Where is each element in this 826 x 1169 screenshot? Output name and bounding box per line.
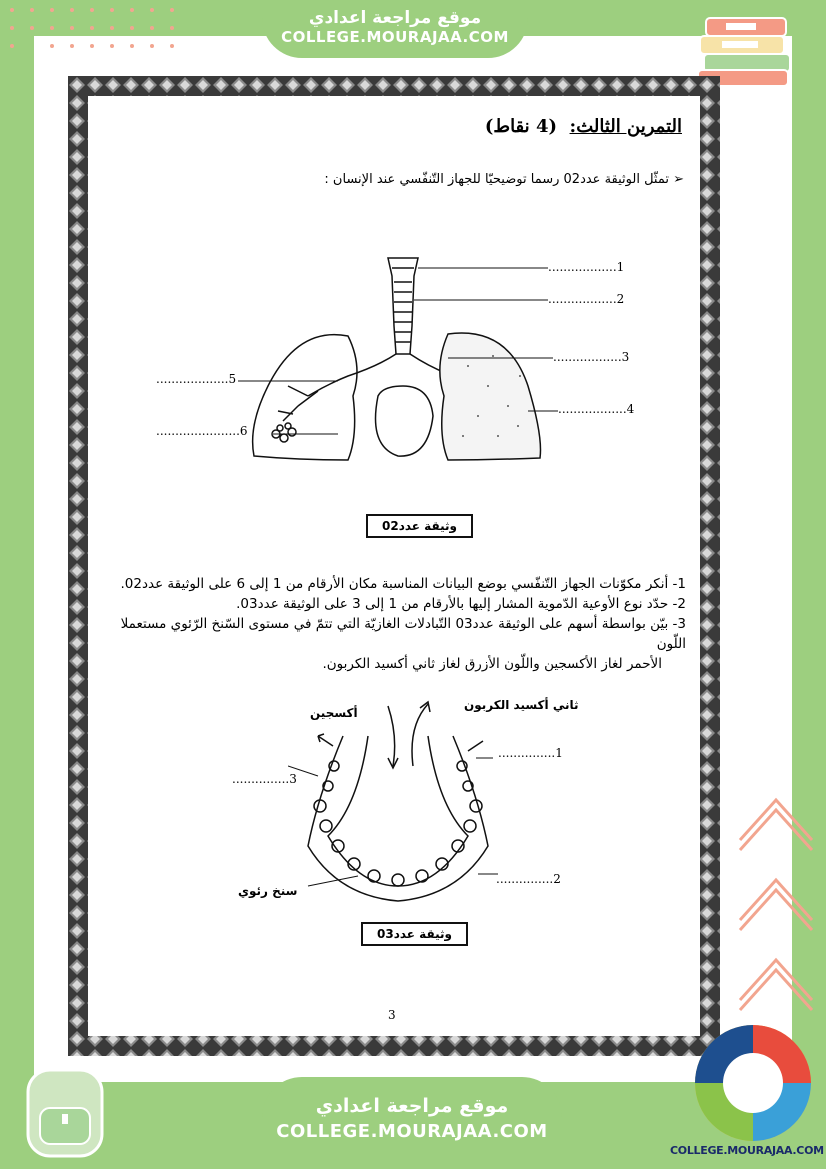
question-3-continued: الأحمر لغاز الأكسجين واللّون الأزرق لغاز ثاني أكسيد الكربون. [322, 656, 662, 672]
header-site-banner [262, 0, 528, 58]
footer-site-url[interactable]: COLLEGE.MOURAJAA.COM [276, 1121, 548, 1142]
alveolus-diagram [288, 696, 508, 906]
question-1: 1- أنكر مكوّنات الجهاز التّنفّسي بوضع البيانات المناسبة مكان الأرقام من 1 إلى 6 على الوثيقة عدد02. [120, 576, 686, 592]
exercise-intro: ➢ تمثّل الوثيقة عدد02 رسما توضيحيّا للجهاز التّنفّسي عند الإنسان : [324, 172, 684, 187]
doc02-label-4: ..................4 [558, 402, 635, 416]
doc03-co2-label: ثاني أكسيد الكربون [464, 698, 579, 712]
exercise-points: (4 نقاط) [484, 116, 557, 137]
doc03-alveolus-label: سنخ رئوي [238, 884, 298, 898]
doc02-label-6: ......................6 [156, 424, 248, 438]
exercise-heading: التمرين الثالث: [569, 116, 682, 137]
footer-site-banner [262, 1077, 562, 1169]
doc02-label-1: ..................1 [548, 260, 625, 274]
doc02-label-3: ..................3 [553, 350, 630, 364]
brand-logo-text: COLLEGE.MOURAJAA.COM [670, 1144, 824, 1157]
question-2: 2- حدّد نوع الأوعية الدّموية المشار إليها بالأرقام من 1 إلى 3 على الوثيقة عدد03. [236, 596, 686, 612]
doc02-label-2: ..................2 [548, 292, 625, 306]
doc03-label-3: ...............3 [232, 772, 297, 786]
doc02-label-5: ...................5 [156, 372, 237, 386]
doc03-caption: وثيقة عدد03 [361, 922, 468, 946]
header-site-url[interactable]: COLLEGE.MOURAJAA.COM [281, 28, 509, 46]
question-3: 3- بيّن بواسطة أسهم على الوثيقة عدد03 التّبادلات الغازيّة التي تتمّ في مستوى السّنخ الرّئوي مستعملا اللّون [120, 616, 686, 652]
chevron-up-icons [736, 790, 816, 1040]
doc03-label-2: ...............2 [496, 872, 561, 886]
page-number: 3 [388, 1008, 396, 1022]
exercise-title [485, 116, 682, 137]
brand-logo-icon [692, 1022, 814, 1144]
doc03-oxygen-label: أكسجين [310, 706, 358, 720]
footer-site-name-ar: موقع مراجعة اعدادي [315, 1095, 509, 1117]
header-site-name-ar: موقع مراجعة اعدادي [308, 8, 482, 28]
exercise-questions [96, 574, 686, 674]
document-page [88, 96, 700, 1036]
doc03-label-1: ...............1 [498, 746, 563, 760]
backpack-icon [10, 1050, 120, 1160]
doc02-caption: وثيقة عدد02 [366, 514, 473, 538]
